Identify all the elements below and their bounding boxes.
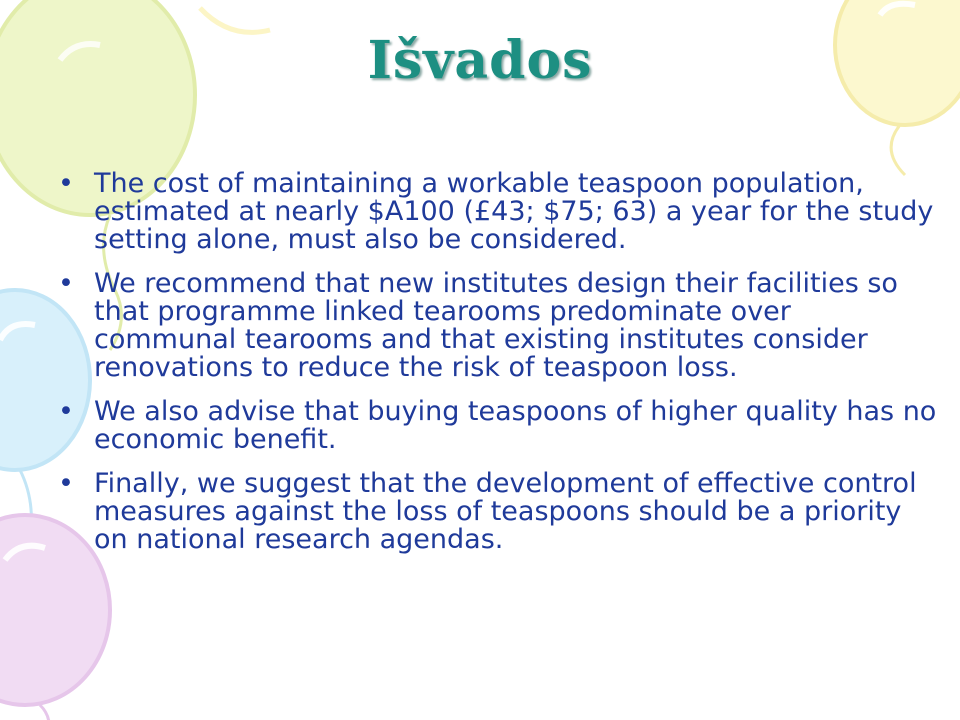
bullet-text: Finally, we suggest that the development of effective control measures against the loss of teaspoons should be a priority on national research agendas. <box>94 468 917 555</box>
bullet-list <box>58 170 938 570</box>
bullet-item <box>58 398 938 454</box>
bullet-item <box>58 470 938 554</box>
bullet-dot: • <box>58 468 74 499</box>
bullet-item <box>58 270 938 382</box>
bullet-text: We also advise that buying teaspoons of higher quality has no economic benefit. <box>94 396 937 455</box>
slide-title: Išvados <box>367 30 593 91</box>
bullet-item <box>58 170 938 254</box>
bullet-dot: • <box>58 168 74 199</box>
bullet-text: The cost of maintaining a workable teaspoon population, estimated at nearly $A100 (£43; $75; 63) a year for the study setting alone, must also be considered. <box>94 168 934 255</box>
bullet-dot: • <box>58 396 74 427</box>
bullet-dot: • <box>58 268 74 299</box>
bullet-text: We recommend that new institutes design their facilities so that programme linked tearooms predominate over communal tearooms and that existing institutes consider renovations to reduce the risk of teaspoon loss. <box>94 268 898 383</box>
